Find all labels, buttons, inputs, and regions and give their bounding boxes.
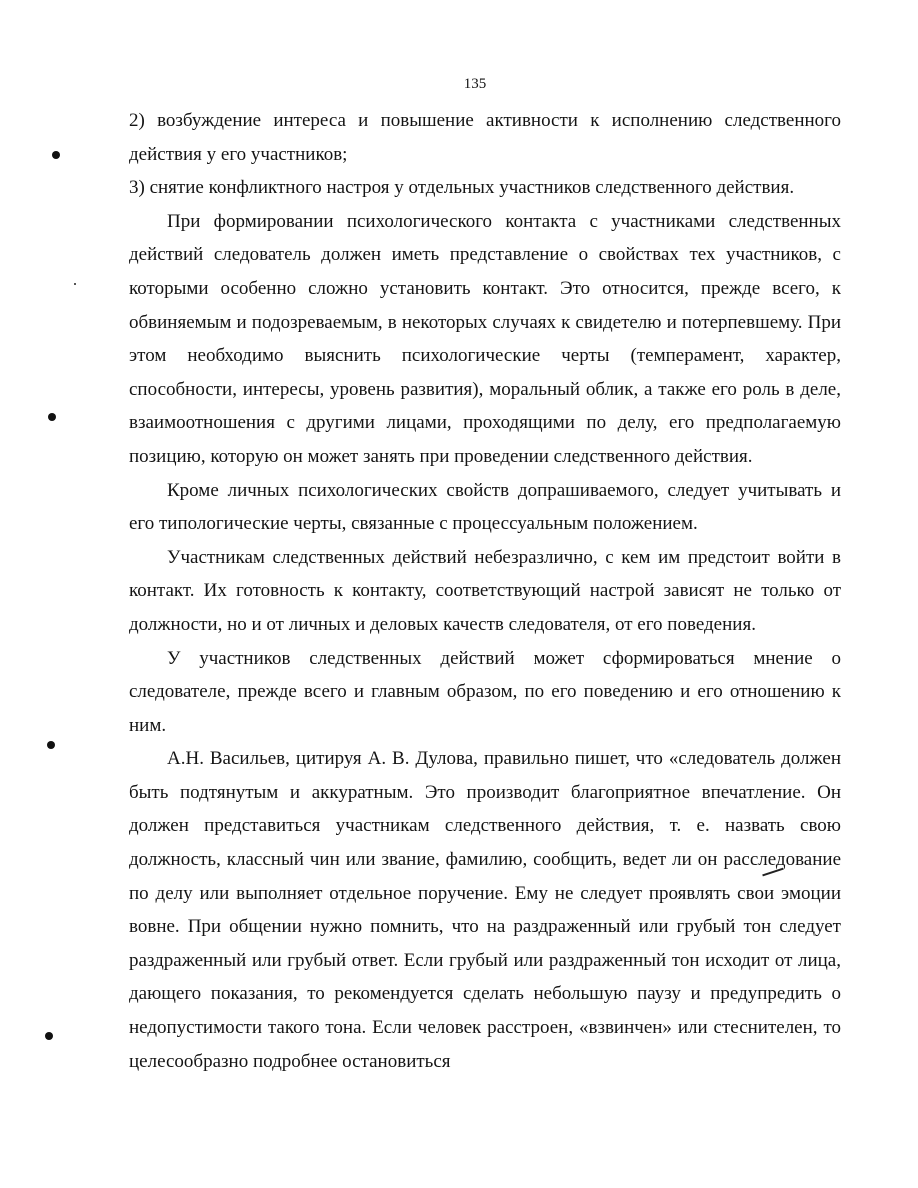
paragraph-opinion-of-investigator: У участников следственных действий может сформироваться мнение о следователе, прежде всего и главным образом, по его поведению и его отношению к ним. xyxy=(129,647,841,736)
page-body-text xyxy=(129,104,841,1078)
paragraph-participants-readiness: Участникам следственных действий небезразлично, с кем им предстоит войти в контакт. Их готовность к контакту, соответствующий настрой зависят не только от должности, но и от личных и деловых качеств следователя, от его поведения. xyxy=(129,546,841,635)
scan-speck xyxy=(74,283,76,285)
list-item-2: 2) возбуждение интереса и повышение активности к исполнению следственного действия у его участников; xyxy=(129,110,841,165)
punch-hole-mark-1 xyxy=(52,151,60,159)
paragraph-typological-traits: Кроме личных психологических свойств допрашиваемого, следует учитывать и его типологические черты, связанные с процессуальным положением. xyxy=(129,479,841,535)
punch-hole-mark-2 xyxy=(48,413,56,421)
paragraph-vasiliev-quote: А.Н. Васильев, цитируя А. В. Дулова, правильно пишет, что «следователь должен быть подтянутым и аккуратным. Это производит благоприятное впечатление. Он должен представиться участникам следственного действия, т. е. назвать свою должность, классный чин или звание, фамилию, сообщить, ведет ли он расследование по делу или выполняет отдельное поручение. Ему не следует проявлять свои эмоции вовне. При общении нужно помнить, что на раздраженный или грубый тон следует раздраженный или грубый ответ. Если грубый или раздраженный тон исходит от лица, дающего показания, то рекомендуется сделать небольшую паузу и предупредить о недопустимости такого тона. Если человек расстроен, «взвинчен» или стеснителен, то целесообразно подробнее остановиться xyxy=(129,748,841,1072)
list-item-3: 3) снятие конфликтного настроя у отдельных участников следственного действия. xyxy=(129,177,795,199)
paragraph-contact-formation: При формировании психологического контакта с участниками следственных действий следователь должен иметь представление о свойствах тех участников, с которыми особенно сложно установить контакт. Это относится, прежде всего, к обвиняемым и подозреваемым, в некоторых случаях к свидетелю и потерпевшему. При этом необходимо выяснить психологические черты (темперамент, характер, способности, интересы, уровень развития), моральный облик, а также его роль в деле, взаимоотношения с другими лицами, проходящими по делу, его предполагаемую позицию, которую он может занять при проведении следственного действия. xyxy=(129,210,841,467)
punch-hole-mark-4 xyxy=(45,1032,53,1040)
punch-hole-mark-3 xyxy=(47,741,55,749)
page-number: 135 xyxy=(463,76,487,92)
